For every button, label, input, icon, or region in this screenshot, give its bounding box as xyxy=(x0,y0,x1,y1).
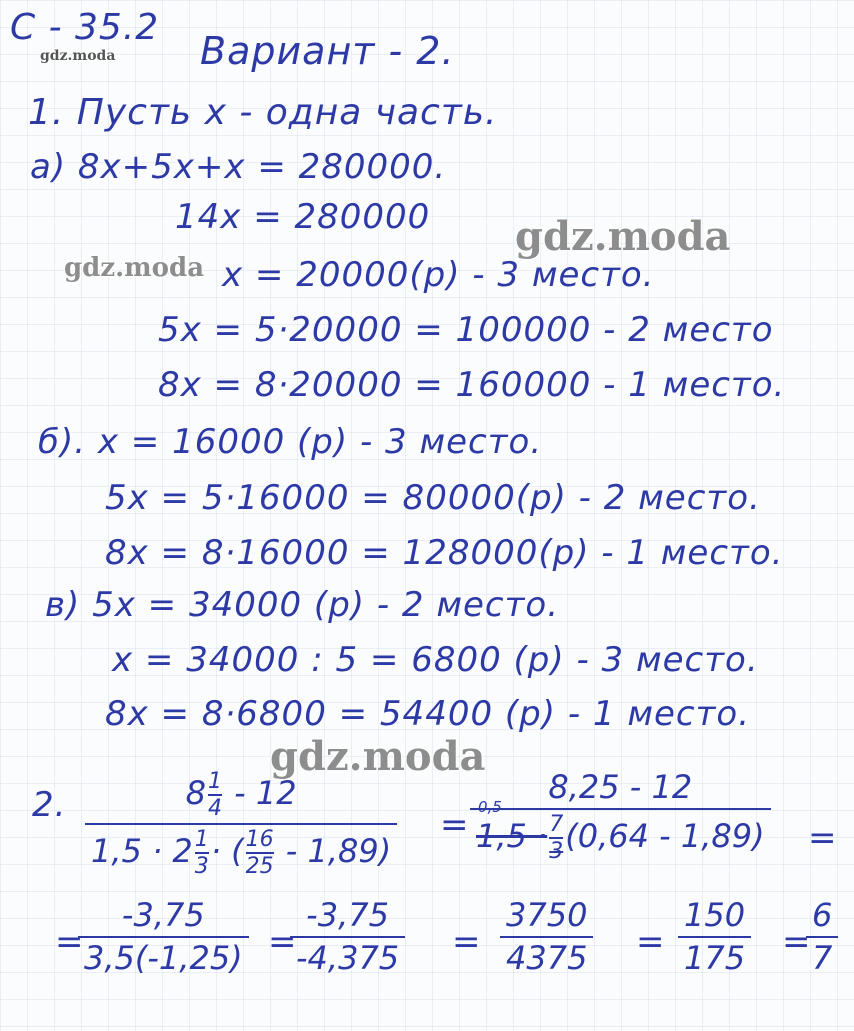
f2-den-fraction xyxy=(549,813,563,863)
fraction-3-denominator: 3,5(-1,25) xyxy=(84,939,243,978)
mixed-whole: 8 xyxy=(185,774,206,813)
f2-den-a: 1,5 · xyxy=(476,817,548,856)
den-inner-fraction xyxy=(246,828,274,878)
fraction-1-bar xyxy=(85,823,397,825)
equals-6: = xyxy=(636,922,665,962)
den-part-d: - 1,89) xyxy=(285,832,392,871)
watermark-left: gdz.moda xyxy=(64,253,205,283)
fraction-6 xyxy=(678,898,751,976)
f2-den-frac-num: 7 xyxy=(549,812,564,838)
fraction-3-numerator: -3,75 xyxy=(121,896,205,934)
equals-7: = xyxy=(782,922,811,962)
fraction-6-bar xyxy=(678,936,751,938)
task1-a-line4: 5х = 5·20000 = 100000 - 2 место xyxy=(158,310,774,350)
fraction-6-denominator: 175 xyxy=(684,939,746,978)
fraction-4-bar xyxy=(290,936,405,938)
fraction-7-denominator: 7 xyxy=(812,939,833,978)
task1-intro: 1. Пусть х - одна часть. xyxy=(28,92,498,133)
fraction-4-numerator: -3,75 xyxy=(306,896,389,934)
fraction-5 xyxy=(500,898,593,976)
fraction-2-denominator xyxy=(470,798,771,865)
task1-b-line3: 8х = 8·16000 = 128000(р) - 1 место. xyxy=(105,533,784,573)
numerator-rest: - 12 xyxy=(234,774,297,813)
fraction-5-denominator: 4375 xyxy=(506,939,588,978)
mixed-fraction-num: 1 xyxy=(207,769,222,794)
den-mixed-fraction xyxy=(195,828,209,878)
task1-b-line1: б). х = 16000 (р) - 3 место. xyxy=(38,422,543,462)
den-mixed-num: 1 xyxy=(194,827,209,853)
fraction-3 xyxy=(78,898,249,976)
mixed-fraction xyxy=(208,770,222,820)
variant-title: Вариант - 2. xyxy=(200,29,455,73)
watermark-small: gdz.moda xyxy=(40,48,116,64)
fraction-1-numerator xyxy=(180,770,303,820)
task1-v-line2: х = 34000 : 5 = 6800 (р) - 3 место. xyxy=(112,640,759,680)
equals-2: = xyxy=(808,818,837,858)
fraction-7-bar xyxy=(806,936,838,938)
task1-a-line1: а) 8х+5х+х = 280000. xyxy=(30,147,447,187)
fraction-2-numerator: 8,25 - 12 xyxy=(548,768,693,806)
task1-a-line2: 14х = 280000 xyxy=(175,197,431,237)
fraction-2-note: 0,5 xyxy=(478,798,502,817)
den-part-b: · ( xyxy=(210,832,244,871)
task1-v-line1: в) 5х = 34000 (р) - 2 место. xyxy=(45,585,560,625)
den-inner-den: 25 xyxy=(245,854,274,880)
den-part-a: 1,5 · 2 xyxy=(91,832,193,871)
fraction-2 xyxy=(470,770,771,863)
den-inner-num: 16 xyxy=(245,827,274,853)
fraction-4-denominator: -4,375 xyxy=(296,939,400,978)
f2-den-b: (0,64 - 1,89) xyxy=(565,817,765,856)
task2-label: 2. xyxy=(32,785,67,825)
fraction-2-bar xyxy=(470,808,771,810)
watermark-middle: gdz.moda xyxy=(270,733,486,780)
fraction-5-bar xyxy=(500,936,593,938)
task1-a-line5: 8х = 8·20000 = 160000 - 1 место. xyxy=(158,365,786,405)
fraction-7-numerator: 6 xyxy=(812,896,833,934)
den-mixed-den: 3 xyxy=(194,854,209,880)
fraction-7 xyxy=(806,898,838,976)
watermark-top-right: gdz.moda xyxy=(515,213,731,260)
task1-b-line2: 5х = 5·16000 = 80000(р) - 2 место. xyxy=(105,478,761,518)
fraction-1 xyxy=(85,770,397,878)
fraction-1-denominator xyxy=(85,828,397,878)
equals-1: = xyxy=(440,805,469,845)
task1-a-line3: х = 20000(р) - 3 место. xyxy=(222,255,655,295)
fraction-6-numerator: 150 xyxy=(684,896,746,934)
fraction-5-numerator: 3750 xyxy=(506,896,588,934)
task1-v-line3: 8х = 8·6800 = 54400 (р) - 1 место. xyxy=(105,694,751,734)
page-code: С - 35.2 xyxy=(10,7,160,48)
fraction-4 xyxy=(290,898,405,976)
fraction-3-bar xyxy=(78,936,249,938)
equals-5: = xyxy=(452,922,481,962)
mixed-fraction-den: 4 xyxy=(207,796,222,822)
equals-3: = xyxy=(55,922,84,962)
equals-4: = xyxy=(268,922,297,962)
f2-den-frac-den: 3 xyxy=(549,839,564,865)
